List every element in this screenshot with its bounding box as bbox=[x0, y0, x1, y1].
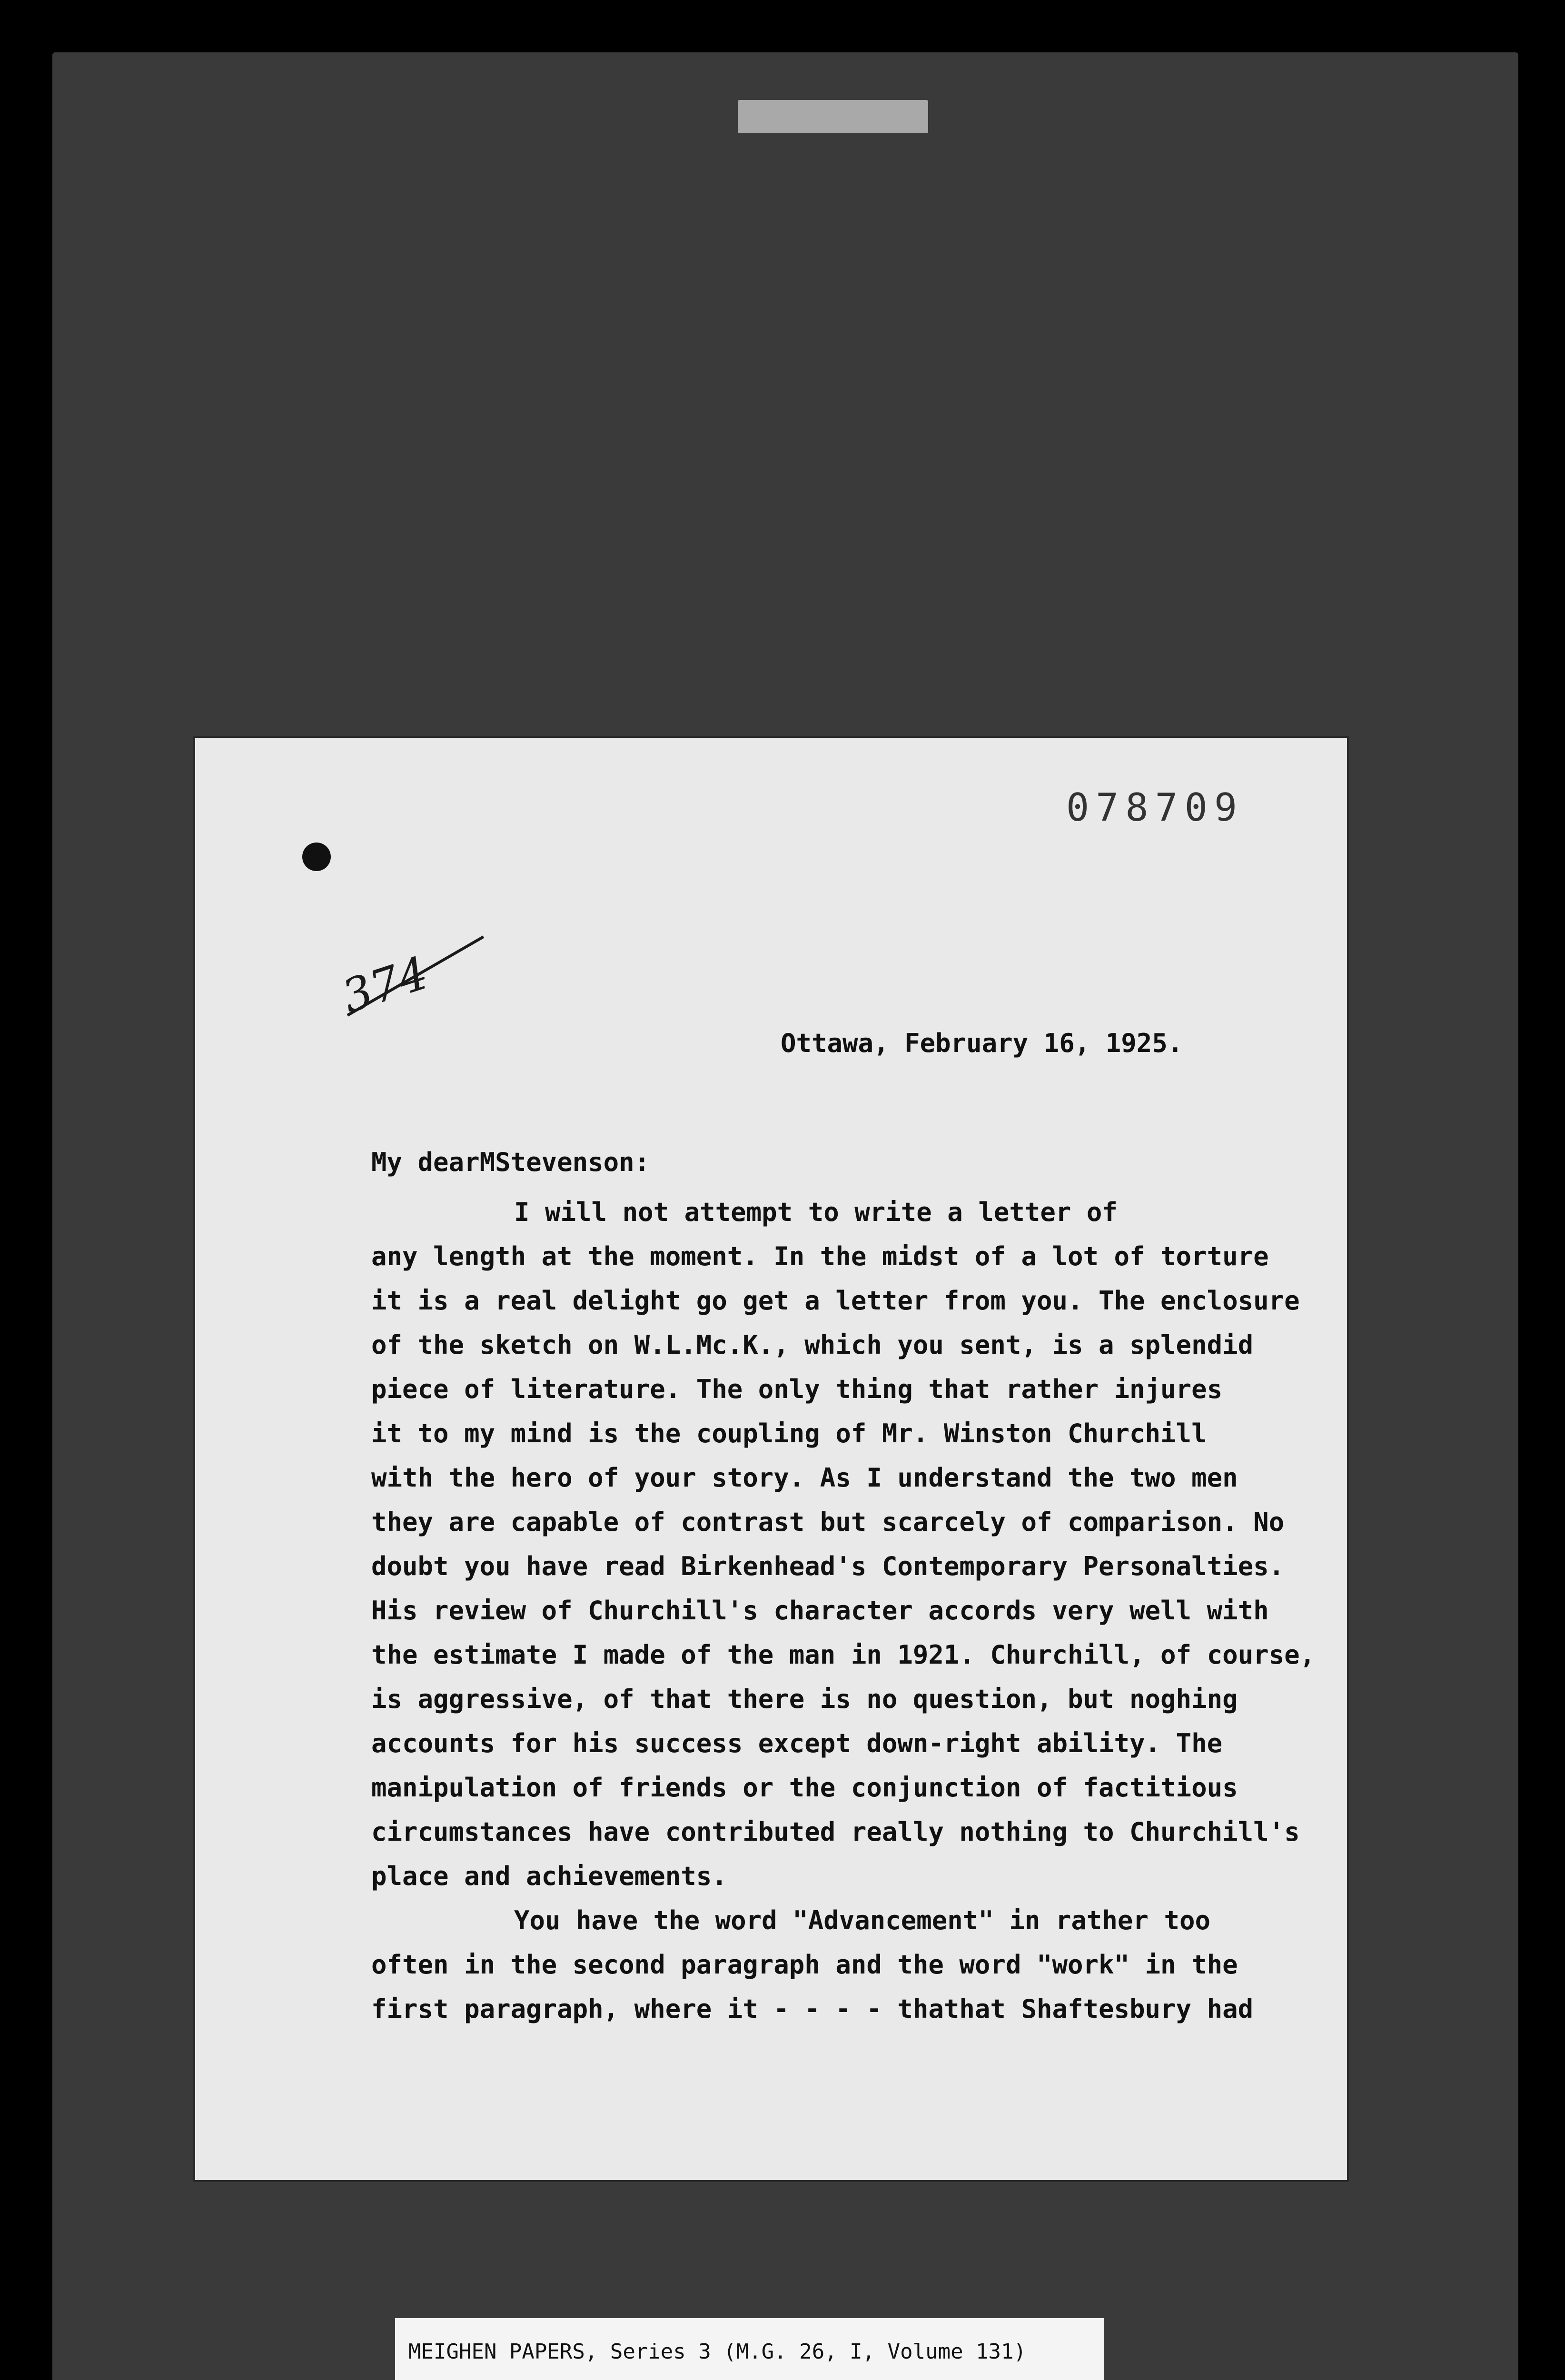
body-line: I will not attempt to write a letter of bbox=[514, 1197, 1118, 1227]
body-line: You have the word "Advancement" in rather too bbox=[514, 1905, 1210, 1935]
body-line: is aggressive, of that there is no question, but noghing bbox=[371, 1684, 1238, 1714]
body-line: often in the second paragraph and the word "work" in the bbox=[371, 1950, 1238, 1980]
body-line: doubt you have read Birkenhead's Contemporary Personalties. bbox=[371, 1551, 1285, 1581]
letter-body bbox=[371, 1190, 1314, 2031]
body-line: with the hero of your story. As I understand the two men bbox=[371, 1463, 1238, 1493]
body-line: the estimate I made of the man in 1921. Churchill, of course, bbox=[371, 1640, 1316, 1670]
body-line: piece of literature. The only thing that rather injures bbox=[371, 1374, 1223, 1404]
salutation: My dearMStevenson: bbox=[371, 1147, 650, 1177]
body-line: circumstances have contributed really nothing to Churchill's bbox=[371, 1817, 1300, 1847]
body-line: it to my mind is the coupling of Mr. Winston Churchill bbox=[371, 1418, 1207, 1448]
body-line: manipulation of friends or the conjunction of factitious bbox=[371, 1773, 1238, 1803]
document-number: 078709 bbox=[1066, 785, 1244, 830]
paper-clip bbox=[738, 100, 928, 133]
body-line: place and achievements. bbox=[371, 1861, 727, 1891]
body-line: of the sketch on W.L.Mc.K., which you sent, is a splendid bbox=[371, 1330, 1254, 1360]
body-line: first paragraph, where it - - - - thathat Shaftesbury had bbox=[371, 1994, 1254, 2024]
body-line: any length at the moment. In the midst of a lot of torture bbox=[371, 1241, 1269, 1271]
collection-reference-label: MEIGHEN PAPERS, Series 3 (M.G. 26, I, Volume 131) bbox=[395, 2318, 1104, 2380]
body-line: they are capable of contrast but scarcely of comparison. No bbox=[371, 1507, 1285, 1537]
date-line: Ottawa, February 16, 1925. bbox=[781, 1028, 1183, 1058]
body-line: His review of Churchill's character accords very well with bbox=[371, 1596, 1269, 1626]
letter-page bbox=[195, 738, 1347, 2180]
punch-hole bbox=[302, 843, 331, 871]
body-line: it is a real delight go get a letter from you. The enclosure bbox=[371, 1286, 1300, 1316]
body-line: accounts for his success except down-right ability. The bbox=[371, 1728, 1223, 1758]
handwritten-number: 374 bbox=[336, 947, 435, 1023]
